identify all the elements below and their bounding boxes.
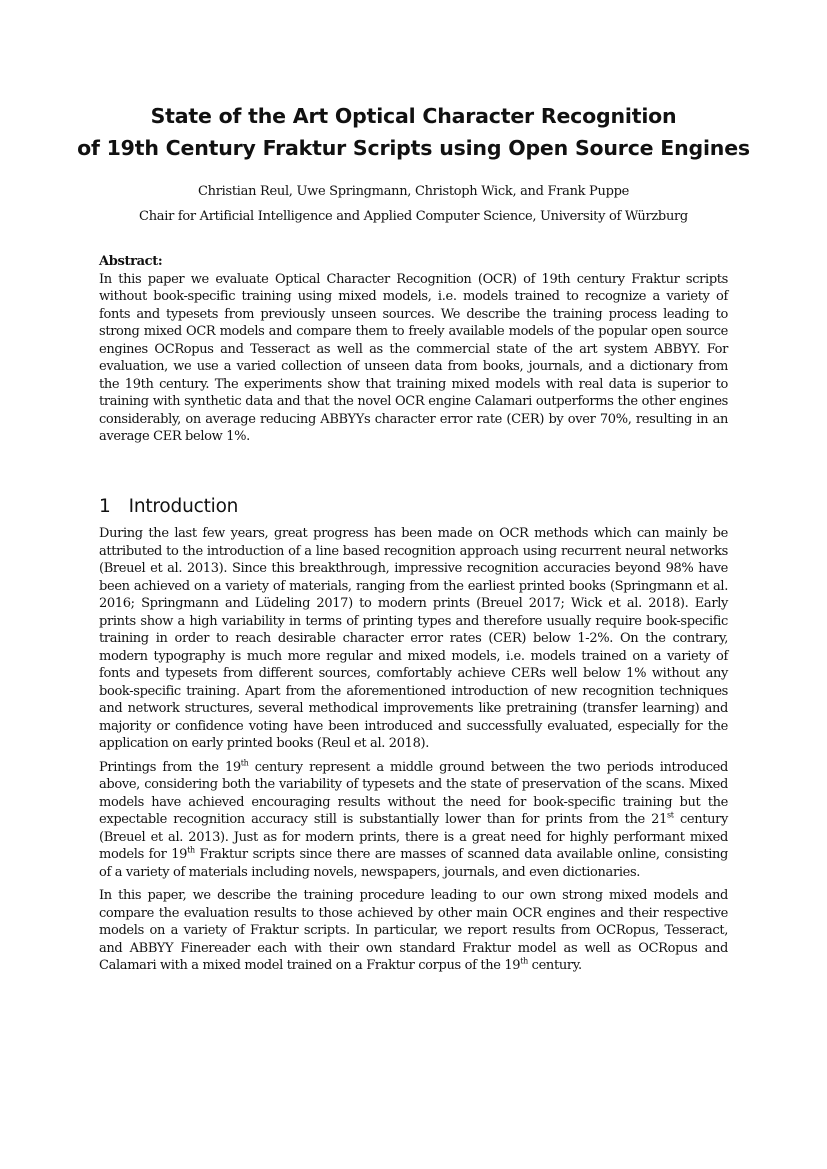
section-number: 1 [99,495,111,517]
para2-text-b: century represent a middle ground between the two periods introduced above, considering both the variability of typesets and the state of preservation of the scans. Mixed models have achieved encouraging results without the need for book-specific training but the expectable recognition accuracy still is substantially lower than for prints from the 21 [99,759,728,827]
superscript-th: th [240,758,249,768]
para2-text-d: Fraktur scripts since there are masses of scanned data available online, consisting of a variety of materials including novels, newspapers, journals, and even dictionaries. [99,847,728,880]
abstract-text: In this paper we evaluate Optical Character Recognition (OCR) of 19th century Fraktur scripts without book-specific training using mixed models, i.e. models trained to recognize a variety of fonts and typesets from previously unseen sources. We describe the training process leading to strong mixed OCR models and compare them to freely available models of the popular open source engines OCRopus and Tesseract as well as the commercial state of the art system ABBYY. For evaluation, we use a varied collection of unseen data from books, journals, and a dictionary from the 19th century. The experiments show that training mixed models with real data is superior to training with synthetic data and that the novel OCR engine Calamari outperforms the other engines considerably, on average reducing ABBYYs character error rate (CER) by over 70%, resulting in an average CER below 1%. [99,271,728,444]
introduction-section [99,525,728,975]
paper-body [99,253,728,981]
para3-text-b: century. [527,958,582,973]
intro-paragraph-1: During the last few years, great progress has been made on OCR methods which can mainly be attributed to the introduction of a line based recognition approach using recurrent neural networks (Breuel et al. 2013). Since this breakthrough, impressive recognition accuracies beyond 98% have been achieved on a variety of materials, ranging from the earliest printed books (Springmann et al. 2016; Springmann and Lüdeling 2017) to modern prints (Breuel 2017; Wick et al. 2018). Early prints show a high variability in terms of printing types and therefore usually require book-specific training in order to reach desirable character error rates (CER) below 1-2%. On the contrary, modern typography is much more regular and mixed models, i.e. models trained on a variety of fonts and typesets from different sources, comfortably achieve CERs well below 1% without any book-specific training. Apart from the aforementioned introduction of new recognition techniques and network structures, several methodical improvements like pretraining (transfer learning) and majority or confidence voting have been introduced and successfully evaluated, especially for the application on early printed books (Reul et al. 2018). [99,526,728,751]
para2-text-c: century (Breuel et al. 2013). Just as for modern prints, there is a great need for highly performant mixed models for 19 [99,812,728,862]
author-list: Christian Reul, Uwe Springmann, Christoph Wick, and Frank Puppe [197,184,630,199]
superscript-th: th [520,956,528,966]
title-line-2: of 19th Century Fraktur Scripts using Open Source Engines [77,136,750,160]
para3-text-a: In this paper, we describe the training procedure leading to our own strong mixed models and compare the evaluation results to those achieved by other main OCR engines and their respective models on a variety of Fraktur scripts. In particular, we report results from OCRopus, Tesseract, and ABBYY Finereader each with their own standard Fraktur model as well as OCRopus and Calamari with a mixed model trained on a Fraktur corpus of the 19 [99,888,728,973]
paper-title [60,100,767,164]
section-title: Introduction [128,495,239,517]
title-line-1: State of the Art Optical Character Recognition [150,104,677,128]
intro-paragraph-2 [99,759,728,882]
superscript-th: th [187,845,195,855]
superscript-st: st [667,810,674,820]
affiliation: Chair for Artificial Intelligence and Applied Computer Science, University of Würzburg [139,209,688,224]
intro-paragraph-3 [99,887,728,975]
abstract-heading: Abstract: [99,254,163,269]
title-block [60,100,767,224]
section-heading [99,495,728,517]
para2-text-a: Printings from the 19 [99,759,241,775]
